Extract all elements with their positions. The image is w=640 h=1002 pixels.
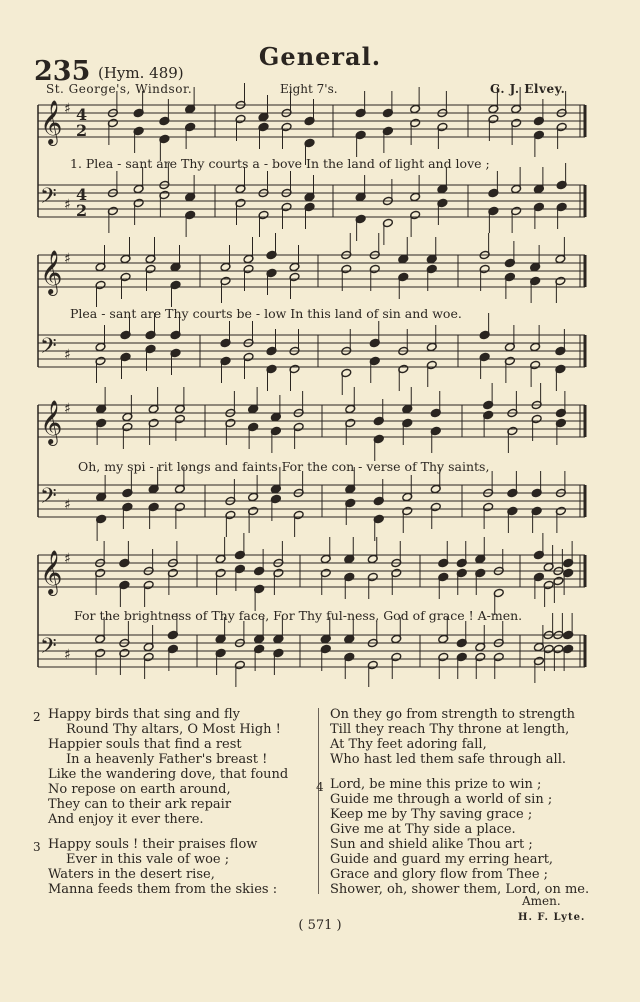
verse-line: They can to their ark repair [48,797,232,812]
time-signature-bottom: 2 [76,201,88,220]
verse-line: Happier souls that find a rest [48,737,242,752]
verse-line: Like the wandering dove, that found [48,767,289,782]
verse-line: Keep me by Thy saving grace ; [330,807,533,822]
time-signature-top: 4 [76,105,88,124]
lyric-line-2: Plea - sant are Thy courts be - low In this land of sin and woe. [70,306,462,321]
verse-line: Give me at Thy side a place. [330,822,516,837]
verse-line: In a heavenly Father's breast ! [66,752,268,767]
key-signature-sharp: ♯ [64,251,71,267]
key-signature-sharp: ♯ [64,197,71,213]
page-number: ( 571 ) [298,918,342,933]
verse-line: Waters in the desert rise, [48,867,215,882]
stanza-number: 4 [316,780,324,794]
tune-name: St. George's, Windsor. [46,82,193,96]
column-divider [318,708,319,894]
verse-line: Happy souls ! their praises flow [48,837,258,852]
amen: Amen. [522,894,561,908]
verse-line: Guide me through a world of sin ; [330,792,553,807]
verse-line: Round Thy altars, O Most High ! [66,722,281,737]
lyric-line-1: 1. Plea - sant are Thy courts a - bove In the land of light and love ; [70,156,490,171]
treble-clef: 𝄞 [40,100,63,144]
verse-line: Who hast led them safe through all. [330,752,566,767]
key-signature-sharp: ♯ [64,551,71,567]
verse-line: Ever in this vale of woe ; [66,852,230,867]
key-signature-sharp: ♯ [64,101,71,117]
verse-line: Till they reach Thy throne at length, [330,722,570,737]
verse-line: Guide and guard my erring heart, [330,852,554,867]
key-signature-sharp: ♯ [64,497,71,513]
bass-clef: 𝄢 [40,184,57,214]
bass-clef: 𝄢 [40,484,57,514]
verse-line: Happy birds that sing and fly [48,707,240,722]
verse-line: No repose on earth around, [48,782,231,797]
lyric-line-4: For the brightness of Thy face, For Thy ful-ness, God of grace ! A-men. [74,608,523,623]
stanza-number: 2 [33,710,41,724]
lyric-line-3: Oh, my spi - rit longs and faints For the con - verse of Thy saints, [78,459,490,474]
verse-line: On they go from strength to strength [330,707,576,722]
composer: G. J. Elvey. [490,82,566,96]
verse-line: Lord, be mine this prize to win ; [330,777,542,792]
author: H. F. Lyte. [518,912,586,923]
stanza-number: 3 [33,840,41,854]
bass-clef: 𝄢 [40,334,57,364]
treble-clef: 𝄞 [40,550,63,594]
verse-line: Shower, oh, shower them, Lord, on me. [330,882,590,897]
verse-line: And enjoy it ever there. [48,812,204,827]
verse-line: Sun and shield alike Thou art ; [330,837,533,852]
treble-clef: 𝄞 [40,250,63,294]
key-signature-sharp: ♯ [64,647,71,663]
hymn-number: 235 [34,56,91,87]
verse-line: Manna feeds them from the skies : [48,882,278,897]
key-signature-sharp: ♯ [64,401,71,417]
treble-clef: 𝄞 [40,400,63,444]
hymn-reference: (Hym. 489) [98,64,184,82]
time-signature-bottom: 2 [76,121,88,140]
bass-clef: 𝄢 [40,634,57,664]
verse-line: Grace and glory flow from Thee ; [330,867,549,882]
verse-line: At Thy feet adoring fall, [330,737,487,752]
key-signature-sharp: ♯ [64,347,71,363]
time-signature-top: 4 [76,185,88,204]
meter: Eight 7's. [280,82,338,96]
section-title: General. [258,42,382,71]
